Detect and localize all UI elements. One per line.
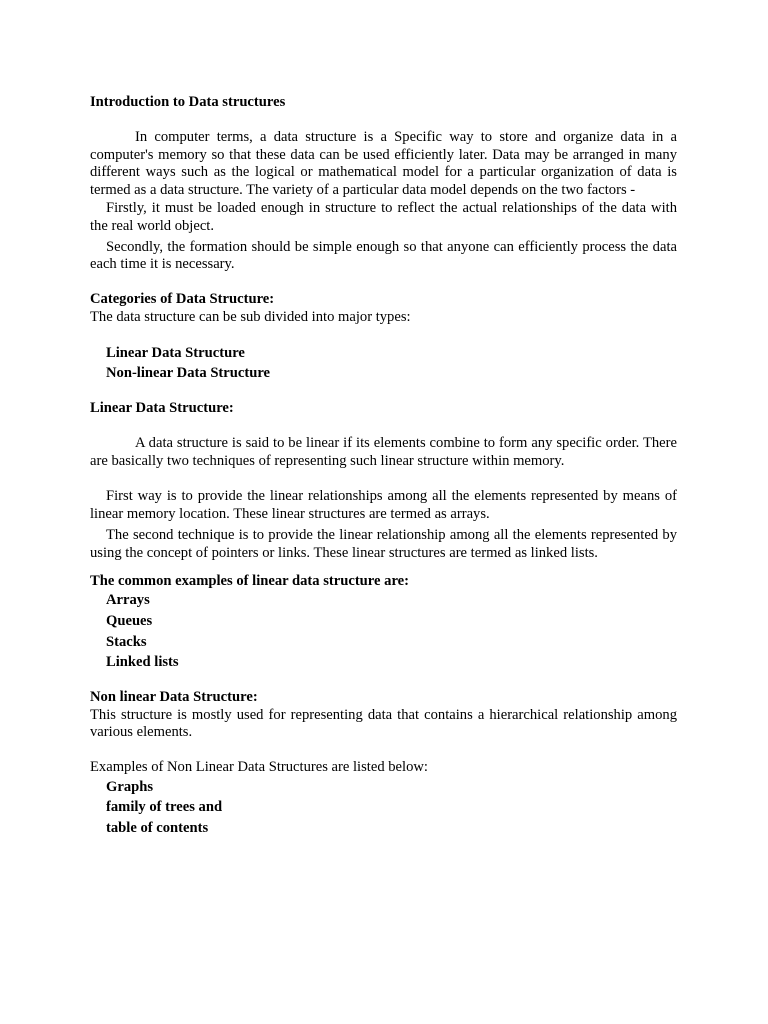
intro-paragraph-3: Secondly, the formation should be simple enough so that anyone can efficiently process the data each time it is necessary. [90,238,677,273]
list-item: table of contents [106,820,209,837]
document-body [90,94,677,839]
linear-examples-list [90,590,677,672]
list-item: Non-linear Data Structure [106,365,271,382]
list-item: Graphs [106,778,154,795]
list-item: Stacks [106,633,147,650]
linear-paragraph-1: A data structure is said to be linear if its elements combine to form any specific order. There are basically two techniques of representing such linear structure within memory. [90,434,677,469]
categories-heading: Categories of Data Structure: [90,291,275,308]
intro-paragraph-2: Firstly, it must be loaded enough in structure to reflect the actual relationships of the data with the real world object. [90,199,677,234]
document-title: Introduction to Data structures [90,94,286,110]
nonlinear-text: This structure is mostly used for representing data that contains a hierarchical relationship among various elements. [90,706,677,741]
list-item: Linked lists [106,654,179,671]
categories-list [90,343,677,384]
linear-heading: Linear Data Structure: [90,399,234,416]
nonlinear-examples-heading: Examples of Non Linear Data Structures are listed below: [90,759,428,776]
list-item: Queues [106,612,153,629]
linear-paragraph-2: First way is to provide the linear relationships among all the elements represented by means of linear memory location. These linear structures are termed as arrays. [90,488,677,523]
nonlinear-examples-list [90,777,677,839]
list-item: Linear Data Structure [106,344,245,361]
nonlinear-heading: Non linear Data Structure: [90,688,258,705]
intro-paragraph-1: In computer terms, a data structure is a Specific way to store and organize data in a computer's memory so that these data can be used efficiently later. Data may be arranged in many different ways such as the logical or mathematical model for a particular organization of data is termed as a data structure. The variety of a particular data model depends on the two factors - [90,128,677,199]
linear-paragraph-3: The second technique is to provide the linear relationship among all the elements represented by using the concept of pointers or links. These linear structures are termed as linked lists. [90,526,677,561]
categories-text: The data structure can be sub divided into major types: [90,308,411,325]
linear-examples-heading: The common examples of linear data structure are: [90,572,409,589]
list-item: family of trees and [106,799,223,816]
list-item: Arrays [106,592,150,609]
